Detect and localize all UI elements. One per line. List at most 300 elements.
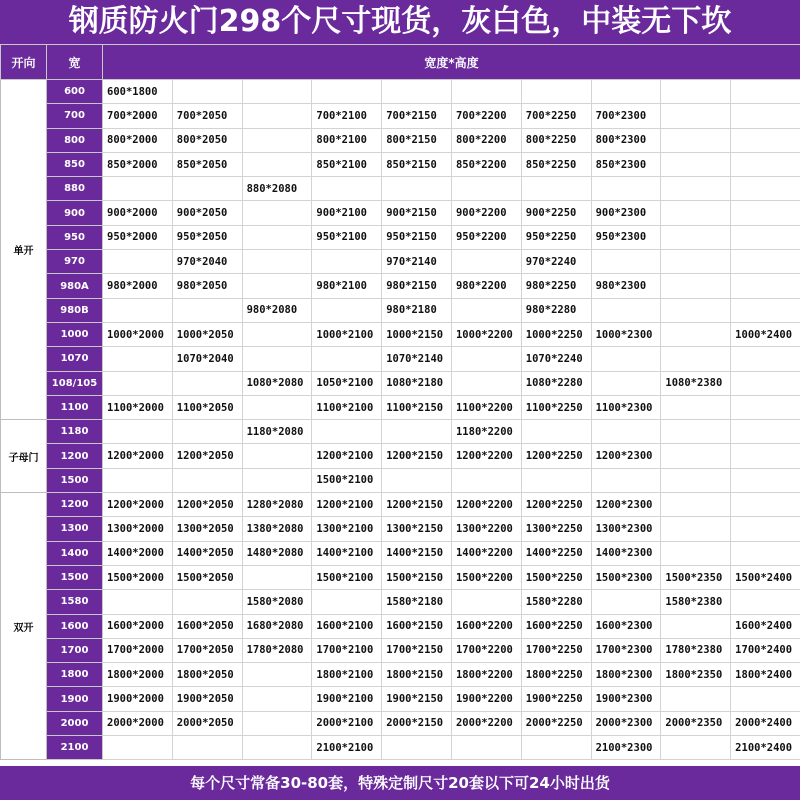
width-cell: 1900 (47, 687, 103, 711)
size-cell: 980*2180 (382, 298, 452, 322)
width-cell: 970 (47, 250, 103, 274)
size-cell: 1000*2150 (382, 322, 452, 346)
size-cell: 850*2050 (172, 152, 242, 176)
size-cell: 1200*2200 (451, 444, 521, 468)
size-cell (731, 444, 800, 468)
table-row (1, 152, 800, 176)
size-cell: 1100*2200 (451, 395, 521, 419)
width-cell: 2000 (47, 711, 103, 735)
size-cell: 2100*2100 (312, 736, 382, 760)
size-cell: 1500*2150 (382, 565, 452, 589)
size-cell (731, 517, 800, 541)
size-cell (731, 128, 800, 152)
size-cell (661, 541, 731, 565)
table-row (1, 663, 800, 687)
size-cell: 980*2300 (591, 274, 661, 298)
size-cell: 900*2050 (172, 201, 242, 225)
size-cell: 1500*2400 (731, 565, 800, 589)
size-cell: 1780*2080 (242, 638, 312, 662)
size-cell: 1900*2050 (172, 687, 242, 711)
size-cell: 850*2000 (103, 152, 173, 176)
size-cell: 980*2280 (521, 298, 591, 322)
size-cell (731, 371, 800, 395)
width-cell: 1500 (47, 565, 103, 589)
size-cell (591, 298, 661, 322)
size-cell (242, 152, 312, 176)
size-cell: 1000*2000 (103, 322, 173, 346)
size-cell (451, 177, 521, 201)
size-cell: 1500*2100 (312, 565, 382, 589)
size-cell (661, 517, 731, 541)
size-cell: 1600*2100 (312, 614, 382, 638)
size-cell (731, 225, 800, 249)
size-cell: 880*2080 (242, 177, 312, 201)
size-cell: 1700*2200 (451, 638, 521, 662)
size-cell (661, 444, 731, 468)
size-cell: 700*2150 (382, 104, 452, 128)
size-cell (382, 80, 452, 104)
size-cell: 1300*2250 (521, 517, 591, 541)
size-cell: 980*2200 (451, 274, 521, 298)
size-cell (242, 201, 312, 225)
size-cell (312, 420, 382, 444)
table-row (1, 104, 800, 128)
size-cell: 1600*2400 (731, 614, 800, 638)
size-cell: 1900*2300 (591, 687, 661, 711)
size-cell (242, 468, 312, 492)
size-cell (661, 468, 731, 492)
size-cell: 1300*2050 (172, 517, 242, 541)
table-row (1, 687, 800, 711)
size-cell: 1200*2100 (312, 444, 382, 468)
size-cell (731, 687, 800, 711)
width-cell: 1200 (47, 493, 103, 517)
size-cell: 800*2050 (172, 128, 242, 152)
size-cell: 1070*2040 (172, 347, 242, 371)
size-cell: 1200*2050 (172, 444, 242, 468)
size-cell: 950*2000 (103, 225, 173, 249)
size-cell: 1400*2200 (451, 541, 521, 565)
size-cell: 800*2100 (312, 128, 382, 152)
size-cell (521, 468, 591, 492)
size-cell (731, 541, 800, 565)
size-cell (242, 663, 312, 687)
size-cell: 1300*2150 (382, 517, 452, 541)
size-cell: 1400*2250 (521, 541, 591, 565)
size-cell (591, 590, 661, 614)
size-cell (731, 250, 800, 274)
size-cell: 1080*2280 (521, 371, 591, 395)
size-cell (242, 104, 312, 128)
size-cell: 1200*2000 (103, 493, 173, 517)
size-cell (172, 420, 242, 444)
width-cell: 700 (47, 104, 103, 128)
size-cell (451, 347, 521, 371)
size-cell: 1800*2200 (451, 663, 521, 687)
width-cell: 1580 (47, 590, 103, 614)
width-cell: 980B (47, 298, 103, 322)
size-cell: 1300*2200 (451, 517, 521, 541)
width-cell: 1700 (47, 638, 103, 662)
size-cell: 1070*2140 (382, 347, 452, 371)
size-cell: 1200*2200 (451, 493, 521, 517)
size-cell: 850*2200 (451, 152, 521, 176)
size-cell (103, 736, 173, 760)
table-row (1, 250, 800, 274)
width-cell: 950 (47, 225, 103, 249)
table-row (1, 177, 800, 201)
size-cell: 1900*2250 (521, 687, 591, 711)
size-cell: 1000*2400 (731, 322, 800, 346)
size-cell (591, 177, 661, 201)
table-row (1, 468, 800, 492)
size-cell: 980*2150 (382, 274, 452, 298)
size-cell: 1600*2300 (591, 614, 661, 638)
size-cell: 1700*2300 (591, 638, 661, 662)
size-cell (661, 493, 731, 517)
size-cell (661, 250, 731, 274)
size-cell: 1100*2150 (382, 395, 452, 419)
size-cell (731, 298, 800, 322)
size-cell: 1600*2200 (451, 614, 521, 638)
table-row (1, 638, 800, 662)
width-cell: 1070 (47, 347, 103, 371)
header-sizes: 宽度*高度 (103, 45, 800, 80)
size-cell: 1200*2250 (521, 493, 591, 517)
width-cell: 800 (47, 128, 103, 152)
size-cell (242, 347, 312, 371)
table-row (1, 711, 800, 735)
table-row (1, 590, 800, 614)
size-cell: 970*2140 (382, 250, 452, 274)
size-cell: 1050*2100 (312, 371, 382, 395)
size-cell (731, 152, 800, 176)
size-cell: 950*2300 (591, 225, 661, 249)
table-row (1, 444, 800, 468)
size-cell: 1080*2180 (382, 371, 452, 395)
size-cell: 1700*2150 (382, 638, 452, 662)
size-cell (242, 128, 312, 152)
table-row (1, 298, 800, 322)
size-cell (242, 250, 312, 274)
table-header-row (1, 45, 800, 80)
size-cell (661, 298, 731, 322)
size-cell (521, 420, 591, 444)
size-cell: 2000*2000 (103, 711, 173, 735)
size-cell: 950*2100 (312, 225, 382, 249)
size-cell: 1200*2300 (591, 493, 661, 517)
size-cell: 1000*2300 (591, 322, 661, 346)
width-cell: 1400 (47, 541, 103, 565)
size-cell (521, 736, 591, 760)
size-cell (172, 298, 242, 322)
size-cell: 1480*2080 (242, 541, 312, 565)
group-label: 双开 (1, 493, 47, 760)
size-cell: 1500*2250 (521, 565, 591, 589)
size-cell: 1380*2080 (242, 517, 312, 541)
width-cell: 900 (47, 201, 103, 225)
width-cell: 1600 (47, 614, 103, 638)
size-cell (172, 371, 242, 395)
size-cell: 800*2200 (451, 128, 521, 152)
size-cell (172, 736, 242, 760)
size-cell: 1500*2200 (451, 565, 521, 589)
size-cell: 2000*2300 (591, 711, 661, 735)
size-cell: 850*2300 (591, 152, 661, 176)
width-cell: 980A (47, 274, 103, 298)
width-cell: 2100 (47, 736, 103, 760)
size-cell: 1000*2200 (451, 322, 521, 346)
size-cell (661, 104, 731, 128)
size-cell: 1500*2100 (312, 468, 382, 492)
width-cell: 1000 (47, 322, 103, 346)
size-cell: 980*2250 (521, 274, 591, 298)
size-cell: 1100*2000 (103, 395, 173, 419)
size-cell: 2000*2050 (172, 711, 242, 735)
size-cell (242, 80, 312, 104)
size-cell (242, 736, 312, 760)
size-cell: 700*2000 (103, 104, 173, 128)
size-cell (661, 201, 731, 225)
size-cell: 1800*2150 (382, 663, 452, 687)
size-cell: 2000*2100 (312, 711, 382, 735)
table-row (1, 274, 800, 298)
size-cell (661, 322, 731, 346)
size-cell (661, 225, 731, 249)
size-cell: 1080*2380 (661, 371, 731, 395)
size-cell: 1700*2250 (521, 638, 591, 662)
size-cell (731, 274, 800, 298)
table-row (1, 80, 800, 104)
size-cell: 2000*2350 (661, 711, 731, 735)
size-cell (451, 298, 521, 322)
table-row (1, 517, 800, 541)
size-cell: 1500*2050 (172, 565, 242, 589)
size-cell (661, 347, 731, 371)
size-cell (172, 468, 242, 492)
size-cell: 1600*2250 (521, 614, 591, 638)
size-cell (731, 468, 800, 492)
size-cell: 1800*2350 (661, 663, 731, 687)
size-cell (591, 468, 661, 492)
size-cell: 1500*2300 (591, 565, 661, 589)
size-cell (103, 177, 173, 201)
size-cell (661, 687, 731, 711)
size-cell: 800*2250 (521, 128, 591, 152)
size-cell (103, 347, 173, 371)
size-cell: 1700*2400 (731, 638, 800, 662)
size-cell (451, 736, 521, 760)
table-row (1, 420, 800, 444)
size-cell: 980*2050 (172, 274, 242, 298)
size-cell: 700*2250 (521, 104, 591, 128)
size-cell: 980*2100 (312, 274, 382, 298)
size-cell (242, 395, 312, 419)
size-cell: 1100*2050 (172, 395, 242, 419)
width-cell: 1200 (47, 444, 103, 468)
size-cell (103, 590, 173, 614)
table-row (1, 225, 800, 249)
table-row (1, 371, 800, 395)
width-cell: 600 (47, 80, 103, 104)
size-cell (242, 687, 312, 711)
size-cell: 950*2200 (451, 225, 521, 249)
size-cell: 1100*2100 (312, 395, 382, 419)
size-cell: 1680*2080 (242, 614, 312, 638)
table-row (1, 493, 800, 517)
size-cell: 800*2000 (103, 128, 173, 152)
size-cell (312, 347, 382, 371)
size-cell: 1600*2050 (172, 614, 242, 638)
size-cell: 700*2200 (451, 104, 521, 128)
size-cell (312, 80, 382, 104)
size-cell (731, 104, 800, 128)
size-cell (382, 468, 452, 492)
size-cell (731, 420, 800, 444)
header-width: 宽 (47, 45, 103, 80)
size-cell (661, 395, 731, 419)
size-cell: 1200*2150 (382, 444, 452, 468)
size-cell: 850*2150 (382, 152, 452, 176)
size-cell: 1700*2050 (172, 638, 242, 662)
size-cell: 1800*2050 (172, 663, 242, 687)
size-cell: 2100*2400 (731, 736, 800, 760)
size-cell (731, 347, 800, 371)
size-cell: 1580*2380 (661, 590, 731, 614)
size-cell (731, 590, 800, 614)
size-cell (382, 736, 452, 760)
width-cell: 108/105 (47, 371, 103, 395)
size-cell: 1400*2000 (103, 541, 173, 565)
size-cell (661, 177, 731, 201)
size-cell: 1000*2100 (312, 322, 382, 346)
width-cell: 880 (47, 177, 103, 201)
size-cell: 950*2050 (172, 225, 242, 249)
size-cell: 2000*2200 (451, 711, 521, 735)
size-cell: 1580*2180 (382, 590, 452, 614)
size-cell: 1080*2080 (242, 371, 312, 395)
size-cell: 900*2300 (591, 201, 661, 225)
size-cell: 900*2100 (312, 201, 382, 225)
width-cell: 1300 (47, 517, 103, 541)
size-cell: 1700*2100 (312, 638, 382, 662)
table-row (1, 614, 800, 638)
size-cell (591, 420, 661, 444)
size-cell: 1000*2250 (521, 322, 591, 346)
table-row (1, 565, 800, 589)
table-row (1, 736, 800, 760)
size-cell: 900*2150 (382, 201, 452, 225)
size-cell: 800*2150 (382, 128, 452, 152)
size-cell: 970*2240 (521, 250, 591, 274)
size-cell (242, 444, 312, 468)
size-cell (731, 395, 800, 419)
table-body (1, 80, 800, 760)
size-cell: 2100*2300 (591, 736, 661, 760)
size-cell: 1800*2300 (591, 663, 661, 687)
size-cell: 1400*2050 (172, 541, 242, 565)
header-direction: 开向 (1, 45, 47, 80)
size-cell: 970*2040 (172, 250, 242, 274)
size-cell: 1500*2000 (103, 565, 173, 589)
size-cell (661, 128, 731, 152)
size-cell (591, 371, 661, 395)
table-row (1, 322, 800, 346)
size-cell: 1200*2050 (172, 493, 242, 517)
size-cell (731, 177, 800, 201)
size-cell: 850*2100 (312, 152, 382, 176)
size-cell (242, 274, 312, 298)
size-cell (451, 250, 521, 274)
size-cell (312, 177, 382, 201)
size-cell: 1100*2300 (591, 395, 661, 419)
size-cell: 980*2080 (242, 298, 312, 322)
size-cell (242, 225, 312, 249)
size-cell: 1900*2000 (103, 687, 173, 711)
size-cell (591, 250, 661, 274)
size-cell (731, 201, 800, 225)
size-cell: 1900*2100 (312, 687, 382, 711)
size-cell: 1580*2280 (521, 590, 591, 614)
size-cell (312, 298, 382, 322)
size-cell (731, 493, 800, 517)
size-cell: 1400*2100 (312, 541, 382, 565)
size-cell (103, 420, 173, 444)
size-cell: 1800*2400 (731, 663, 800, 687)
table-row (1, 541, 800, 565)
size-cell (451, 80, 521, 104)
size-cell (312, 250, 382, 274)
size-cell: 1200*2150 (382, 493, 452, 517)
size-cell (661, 420, 731, 444)
width-cell: 1800 (47, 663, 103, 687)
size-cell: 700*2100 (312, 104, 382, 128)
size-cell (661, 736, 731, 760)
width-cell: 1180 (47, 420, 103, 444)
size-cell (731, 80, 800, 104)
size-table (0, 44, 800, 760)
size-cell: 1300*2000 (103, 517, 173, 541)
size-cell: 1600*2000 (103, 614, 173, 638)
size-cell: 1500*2350 (661, 565, 731, 589)
group-label: 子母门 (1, 420, 47, 493)
width-cell: 1100 (47, 395, 103, 419)
size-cell: 980*2000 (103, 274, 173, 298)
size-cell: 1200*2100 (312, 493, 382, 517)
size-cell: 900*2200 (451, 201, 521, 225)
size-cell: 1580*2080 (242, 590, 312, 614)
size-cell: 1900*2200 (451, 687, 521, 711)
size-cell (661, 152, 731, 176)
size-cell (451, 371, 521, 395)
size-cell (591, 347, 661, 371)
group-label: 单开 (1, 80, 47, 420)
size-cell (103, 250, 173, 274)
size-cell: 1000*2050 (172, 322, 242, 346)
size-cell (521, 177, 591, 201)
width-cell: 850 (47, 152, 103, 176)
size-cell: 1400*2150 (382, 541, 452, 565)
size-cell (661, 80, 731, 104)
size-cell (103, 468, 173, 492)
size-cell: 1780*2380 (661, 638, 731, 662)
table-row (1, 128, 800, 152)
size-cell (661, 274, 731, 298)
page-title: 钢质防火门298个尺寸现货，灰白色，中装无下坎 (0, 0, 800, 44)
size-cell: 950*2150 (382, 225, 452, 249)
size-cell (172, 590, 242, 614)
size-cell (521, 80, 591, 104)
